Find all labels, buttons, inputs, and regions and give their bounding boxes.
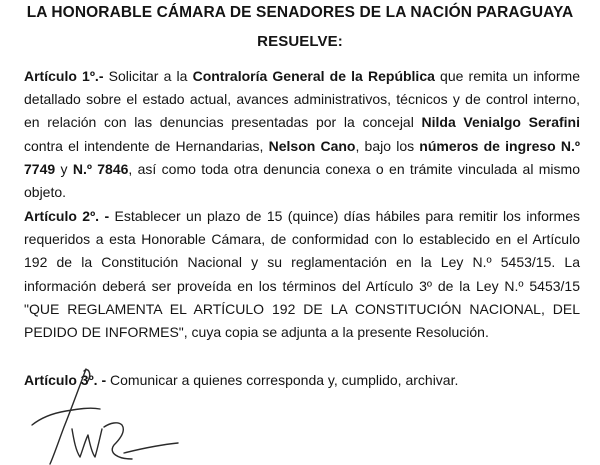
article-2 bbox=[24, 205, 580, 344]
article-1-text-5: y bbox=[55, 160, 73, 177]
article-3-label: Artículo 3º. - bbox=[24, 372, 107, 388]
article-1-text-6: , así como toda otra denuncia conexa o en trámite vinculada al mismo objeto. bbox=[24, 160, 580, 201]
ingreso-number-2: N.º 7846 bbox=[72, 160, 129, 177]
article-3-text: Comunicar a quienes corresponda y, cumplido, archivar. bbox=[106, 372, 459, 388]
intendente-name: Nelson Cano bbox=[268, 137, 356, 154]
handwritten-signature bbox=[28, 365, 188, 465]
article-1-text-1: Solicitar a la bbox=[103, 68, 193, 84]
ingreso-number-1: números de ingreso N.º 7749 bbox=[24, 137, 580, 177]
resolve-heading: RESUELVE: bbox=[257, 33, 343, 50]
article-1-label: Artículo 1º.- bbox=[24, 68, 104, 84]
article-2-text: Establecer un plazo de 15 (quince) días hábiles para remitir los informes requeridos a esta Honorable Cámara, de conformidad con lo establecido en el Artículo 192 de la Constitución Nacional y su reglamentación en la Ley N.º 5453/15. La información deberá ser proveída en los términos del Artículo 3º de la Ley N.º 5453/15 "QUE REGLAMENTA EL ARTÍCULO 192 DE LA CONSTITUCIÓN NACIONAL, DEL PEDIDO DE INFORMES", cuya copia se adjunta a la presente Resolución. bbox=[24, 208, 580, 341]
article-1-text-4: , bajo los bbox=[355, 137, 420, 154]
article-1-text-3: contra el intendente de Hernandarias, bbox=[24, 137, 269, 154]
concejal-name: Nilda Venialgo Serafini bbox=[421, 114, 580, 131]
article-1-text-2: que remita un informe detallado sobre el estado actual, avances administrativos, técnicos y de control interno, en relación con las denuncias presentadas por la concejal bbox=[24, 68, 581, 131]
contraloria-name: Contraloría General de la República bbox=[192, 68, 435, 84]
document-heading: LA HONORABLE CÁMARA DE SENADORES DE LA NACIÓN PARAGUAYA bbox=[26, 4, 574, 21]
article-1 bbox=[24, 65, 580, 204]
article-2-label: Artículo 2º. - bbox=[24, 208, 110, 224]
